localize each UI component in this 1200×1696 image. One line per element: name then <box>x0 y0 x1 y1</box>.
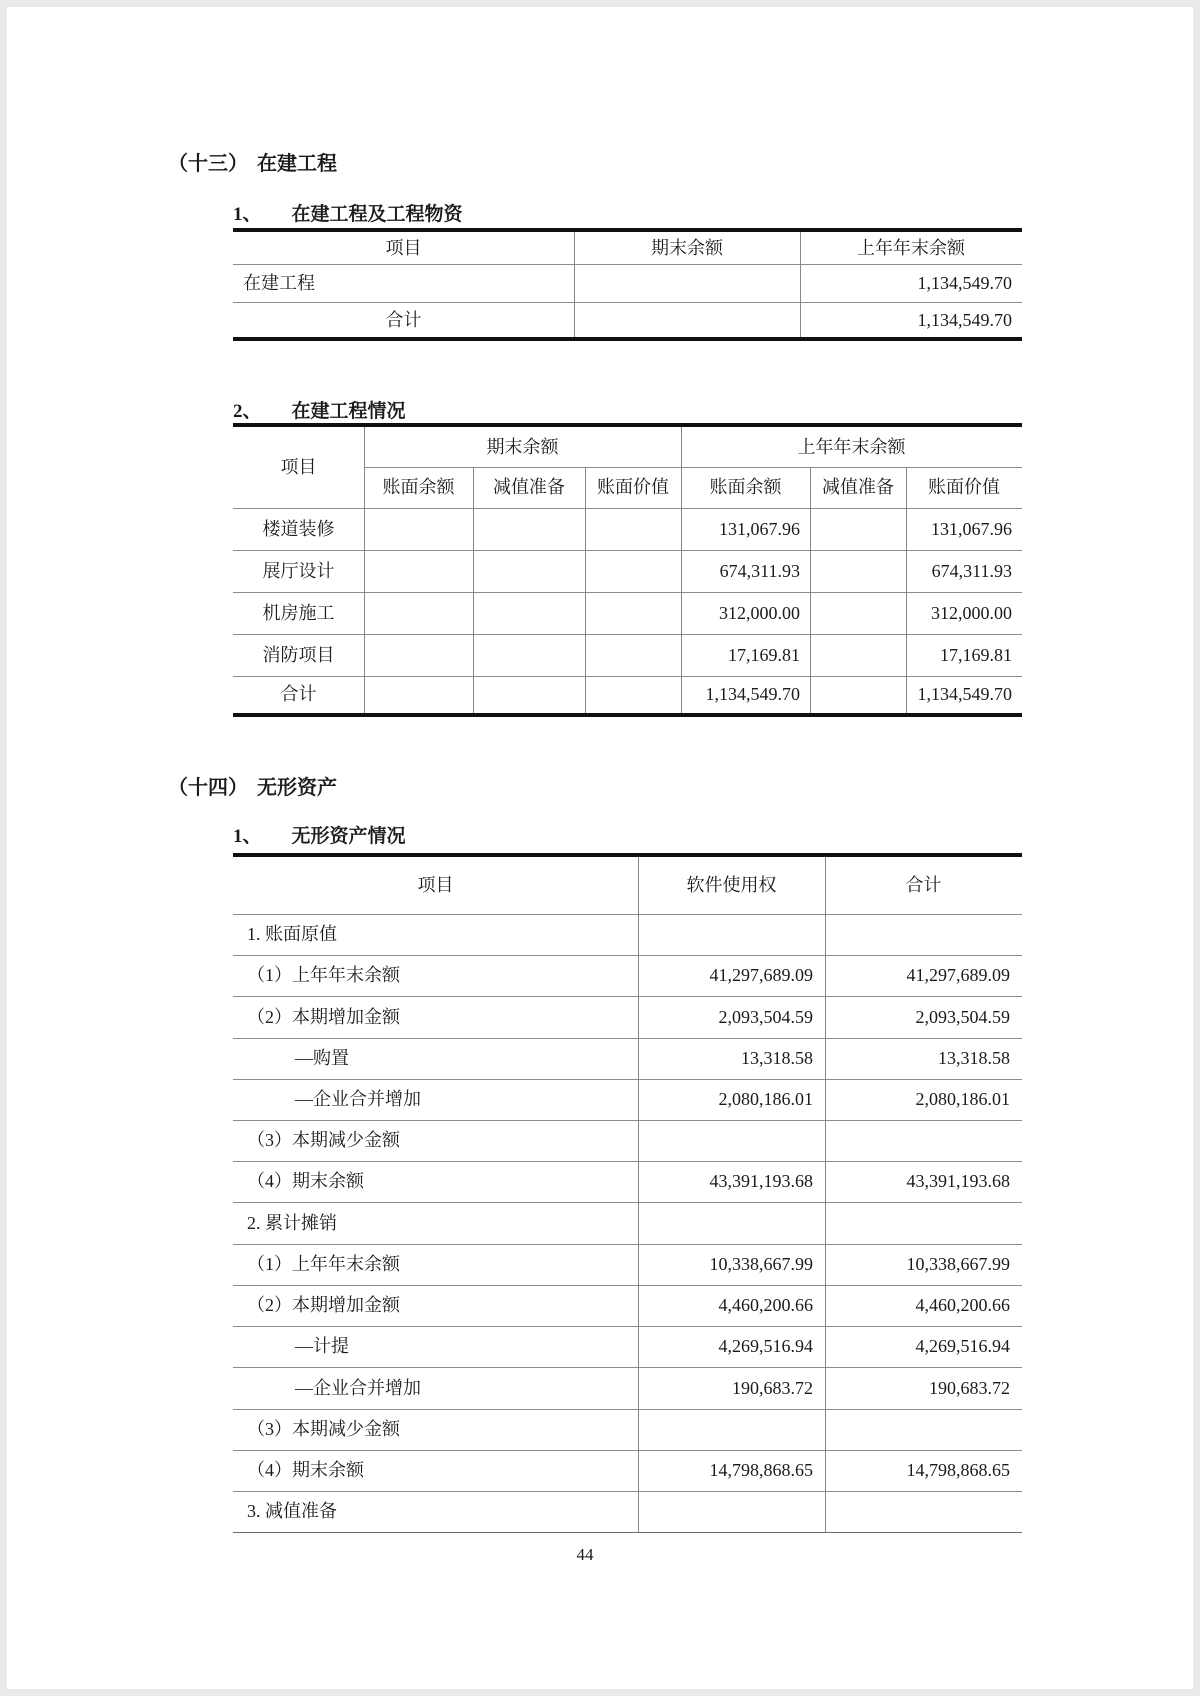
table-construction-detail <box>233 423 1022 717</box>
table3-vline-2 <box>825 857 826 1532</box>
section-13-prefix: （十三） <box>168 153 248 175</box>
table3-row5-total: 2,080,186.01 <box>915 1089 1010 1109</box>
table2-subheader-2: 减值准备 <box>493 477 565 497</box>
table-row <box>233 1409 1022 1451</box>
table2-heading-title: 在建工程情况 <box>291 401 406 422</box>
table3-row14-label: （4）期末余额 <box>247 1460 364 1480</box>
table2-row3-c6: 312,000.00 <box>931 603 1012 623</box>
table2-subheader-6: 账面价值 <box>928 477 1000 497</box>
table2-row5-c4: 1,134,549.70 <box>705 684 800 704</box>
table3-row10-software: 4,460,200.66 <box>718 1295 813 1315</box>
table3-row7-label: （4）期末余额 <box>247 1171 364 1191</box>
table2-row1-c6: 131,067.96 <box>931 519 1012 539</box>
table3-row14-total: 14,798,868.65 <box>906 1460 1010 1480</box>
table2-vline-sub2 <box>585 467 586 713</box>
table2-row5-label: 合计 <box>280 684 317 704</box>
table-row <box>233 676 1022 713</box>
section-13-heading <box>168 147 337 176</box>
table2-vline-sub3 <box>810 467 811 713</box>
table-row <box>233 914 1022 956</box>
table2-header-group-beginning: 上年年末余额 <box>797 437 906 457</box>
table2-row3-c4: 312,000.00 <box>719 603 800 623</box>
table2-row1-label: 楼道装修 <box>262 519 335 539</box>
table-intangible-assets <box>233 853 1022 1532</box>
table3-heading <box>233 821 406 848</box>
report-page <box>7 7 1193 1689</box>
table-row <box>233 955 1022 997</box>
table3-row9-total: 10,338,667.99 <box>906 1254 1010 1274</box>
table3-header-total: 合计 <box>905 875 942 895</box>
table2-row4-label: 消防项目 <box>262 645 335 665</box>
table-row <box>233 1491 1022 1533</box>
table-row <box>233 264 1022 303</box>
table2-subheader-5: 减值准备 <box>822 477 894 497</box>
table3-row9-label: （1）上年年末余额 <box>247 1254 400 1274</box>
page-number: 44 <box>576 1545 594 1564</box>
table-row <box>233 1367 1022 1410</box>
table3-row12-label: —企业合并增加 <box>295 1378 421 1398</box>
table3-heading-title: 无形资产情况 <box>291 826 406 847</box>
table1-heading <box>233 199 463 226</box>
table-row <box>233 1038 1022 1080</box>
table1-header-ending: 期末余额 <box>651 238 723 258</box>
table1-row1-label: 在建工程 <box>243 273 315 293</box>
table2-subheader-3: 账面价值 <box>597 477 669 497</box>
table3-row11-software: 4,269,516.94 <box>718 1336 813 1356</box>
table2-heading-num: 2、 <box>233 401 262 422</box>
table-row <box>233 1285 1022 1327</box>
table3-row4-label: —购置 <box>295 1048 349 1068</box>
table2-subheader-1: 账面余额 <box>382 477 455 497</box>
table2-row4-c4: 17,169.81 <box>728 645 800 665</box>
table-construction-summary <box>233 228 1022 341</box>
table-row <box>233 303 1022 337</box>
table3-header-software: 软件使用权 <box>686 875 777 895</box>
table-row <box>233 508 1022 551</box>
table-row <box>233 1450 1022 1492</box>
table3-row10-total: 4,460,200.66 <box>915 1295 1010 1315</box>
table1-heading-title: 在建工程及工程物资 <box>291 204 463 225</box>
table3-row6-label: （3）本期减少金额 <box>247 1130 400 1150</box>
table3-row3-label: （2）本期增加金额 <box>247 1007 400 1027</box>
table-row <box>233 550 1022 593</box>
table3-heading-num: 1、 <box>233 826 262 847</box>
table1-vline-2 <box>800 232 801 337</box>
table3-row7-total: 43,391,193.68 <box>906 1171 1010 1191</box>
table-row <box>233 1079 1022 1121</box>
table1-row1-beginning: 1,134,549.70 <box>917 273 1012 293</box>
table3-row11-total: 4,269,516.94 <box>915 1336 1010 1356</box>
table1-header-item: 项目 <box>385 238 422 258</box>
table2-row2-label: 展厅设计 <box>262 561 335 581</box>
table2-header-item: 项目 <box>280 457 317 477</box>
table-row <box>233 1120 1022 1162</box>
table1-bottom-border <box>233 337 1022 341</box>
table2-row3-label: 机房施工 <box>262 603 335 623</box>
table2-vline-sub4 <box>906 467 907 713</box>
table1-header-beginning: 上年年末余额 <box>857 238 965 258</box>
table-row <box>233 1244 1022 1286</box>
table3-row7-software: 43,391,193.68 <box>709 1171 813 1191</box>
table2-header-group-ending: 期末余额 <box>486 437 559 457</box>
table3-row2-software: 41,297,689.09 <box>709 965 813 985</box>
table2-row5-c6: 1,134,549.70 <box>917 684 1012 704</box>
table-row <box>233 996 1022 1039</box>
table3-row12-software: 190,683.72 <box>732 1378 813 1398</box>
section-13-title: 在建工程 <box>257 153 337 175</box>
section-14-prefix: （十四） <box>168 777 248 799</box>
table3-row3-total: 2,093,504.59 <box>915 1007 1010 1027</box>
table3-row2-total: 41,297,689.09 <box>906 965 1010 985</box>
table-row <box>233 1202 1022 1245</box>
table3-row12-total: 190,683.72 <box>929 1378 1010 1398</box>
table1-vline-1 <box>574 232 575 337</box>
table3-row3-software: 2,093,504.59 <box>718 1007 813 1027</box>
table3-row13-label: （3）本期减少金额 <box>247 1419 400 1439</box>
table2-row2-c6: 674,311.93 <box>931 561 1012 581</box>
table3-row9-software: 10,338,667.99 <box>709 1254 813 1274</box>
table3-row11-label: —计提 <box>295 1336 349 1356</box>
table-row <box>233 1326 1022 1368</box>
table3-vline-1 <box>638 857 639 1532</box>
table3-row4-software: 13,318.58 <box>741 1048 813 1068</box>
table3-row4-total: 13,318.58 <box>938 1048 1010 1068</box>
table1-row2-beginning: 1,134,549.70 <box>917 310 1012 330</box>
table1-heading-num: 1、 <box>233 204 262 225</box>
table3-row5-software: 2,080,186.01 <box>718 1089 813 1109</box>
table3-row2-label: （1）上年年末余额 <box>247 965 400 985</box>
table3-row8-label: 2. 累计摊销 <box>247 1213 337 1233</box>
section-14-heading <box>168 771 337 800</box>
table3-row1-label: 1. 账面原值 <box>247 924 337 944</box>
table1-row2-label: 合计 <box>385 310 422 330</box>
table3-row14-software: 14,798,868.65 <box>709 1460 813 1480</box>
table2-subheader-4: 账面余额 <box>709 477 782 497</box>
table2-row4-c6: 17,169.81 <box>940 645 1012 665</box>
table3-row10-label: （2）本期增加金额 <box>247 1295 400 1315</box>
table2-heading <box>233 396 406 423</box>
table2-bottom-border <box>233 713 1022 717</box>
table3-row15-label: 3. 减值准备 <box>247 1501 337 1521</box>
table2-vline-item <box>364 427 365 713</box>
table2-vline-sub1 <box>473 467 474 713</box>
table2-vline-group <box>681 427 682 713</box>
table-row <box>233 592 1022 635</box>
table2-row1-c4: 131,067.96 <box>719 519 800 539</box>
table3-header-item: 项目 <box>417 875 454 895</box>
table-row <box>233 1161 1022 1203</box>
table-row <box>233 634 1022 677</box>
table2-row2-c4: 674,311.93 <box>719 561 800 581</box>
table3-row5-label: —企业合并增加 <box>295 1089 421 1109</box>
section-14-title: 无形资产 <box>257 777 337 799</box>
